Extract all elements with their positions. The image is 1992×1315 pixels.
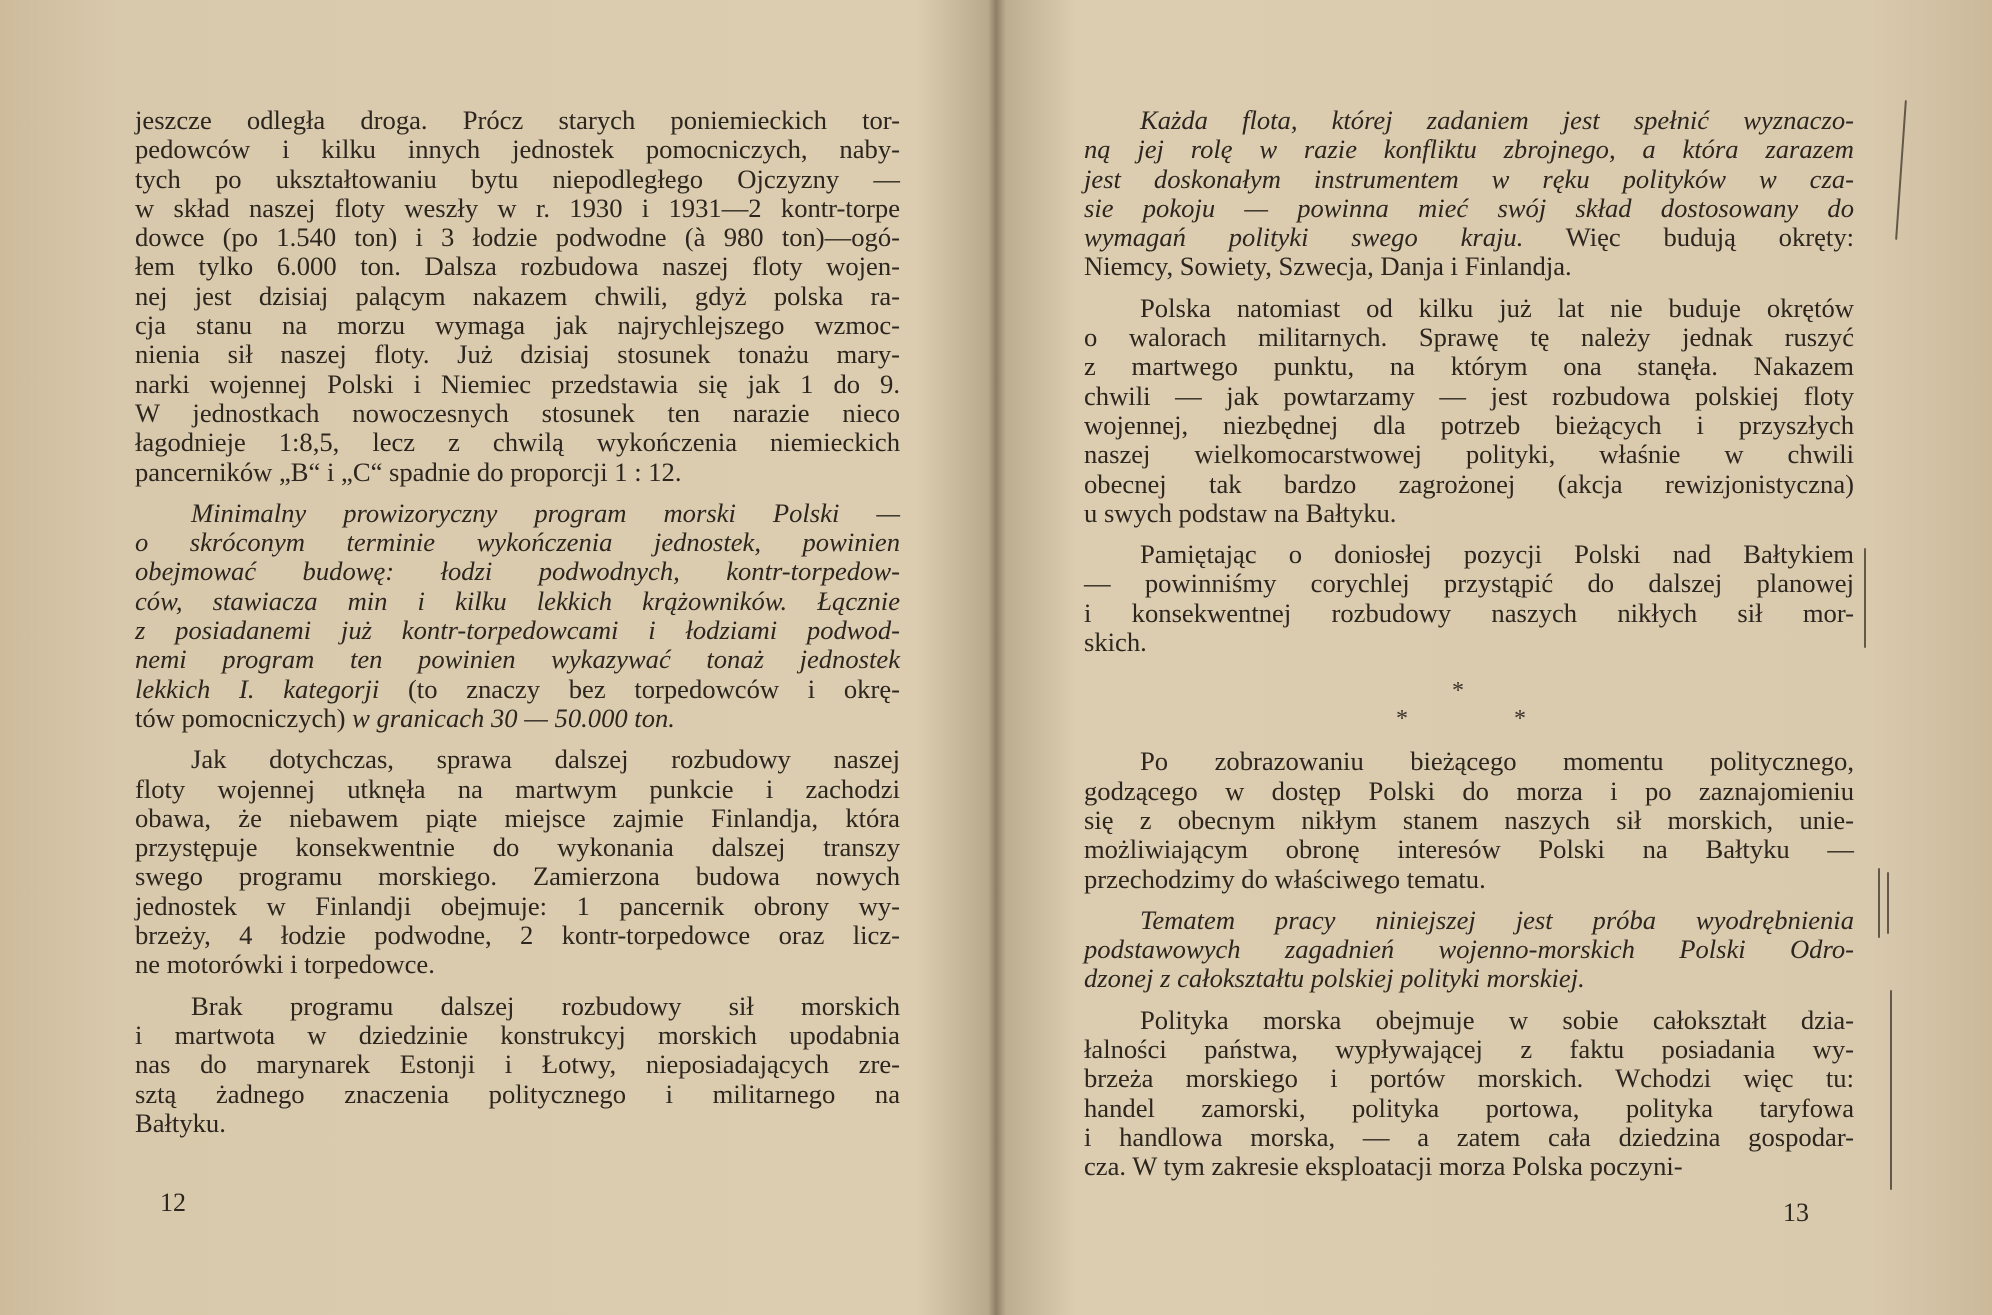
italic-text: Każda flota, której zadaniem jest spełnić wyznaczo- — [1140, 105, 1854, 135]
text-line — [135, 557, 900, 586]
right-page — [998, 0, 1992, 1315]
text-line — [1084, 599, 1854, 628]
pencil-margin-mark — [1895, 100, 1907, 240]
text-line — [135, 458, 900, 487]
text-span: tów pomocniczych) — [135, 702, 353, 733]
text-span: chwili — jak powtarzamy — jest rozbudowa polskiej floty — [1084, 380, 1854, 411]
text-span: narki wojennej Polski i Niemiec przedstawia się jak 1 do 9. — [135, 368, 900, 399]
text-line — [1084, 1152, 1854, 1181]
text-span: obecnej tak bardzo zagrożonej (akcja rewizjonistyczna) — [1084, 468, 1854, 499]
italic-text: dzonej z całokształtu polskiej polityki morskiej. — [1084, 963, 1585, 994]
text-span: nienia sił naszej floty. Już dzisiaj stosunek tonażu mary- — [135, 339, 900, 370]
text-line — [135, 399, 900, 428]
italic-text: ców, stawiacza min i kilku lekkich krążowników. Łącznie — [135, 585, 900, 616]
text-line — [1084, 865, 1854, 894]
text-span: Więc budują okręty: — [1523, 222, 1855, 253]
text-line — [135, 1050, 900, 1079]
paragraph — [1084, 540, 1854, 657]
text-span: godzącego w dostęp Polski do morza i po zaznajomieniu — [1084, 775, 1854, 806]
pencil-margin-mark — [1890, 990, 1892, 1190]
text-span: łalności państwa, wypływającej z faktu posiadania wy- — [1084, 1034, 1854, 1065]
text-span: brzeża morskiego i portów morskich. Wchodzi więc tu: — [1084, 1063, 1854, 1094]
paragraph — [1084, 1006, 1854, 1182]
text-span: łagodnieje 1:8,5, lecz z chwilą wykończenia niemieckich — [135, 427, 900, 458]
text-line — [1084, 1094, 1854, 1123]
text-span: i konsekwentnej rozbudowy naszych nikłych sił mor- — [1084, 597, 1854, 628]
italic-text: Tematem pracy niniejszej jest próba wyodrębnienia — [1140, 904, 1854, 935]
text-line — [135, 499, 900, 528]
text-span: ne motorówki i torpedowce. — [135, 949, 435, 980]
text-line — [135, 775, 900, 804]
text-line — [135, 1109, 900, 1138]
text-line — [135, 165, 900, 194]
text-span: łem tylko 6.000 ton. Dalsza rozbudowa naszej floty wojen- — [135, 251, 900, 282]
text-span: Polska natomiast od kilku już lat nie buduje okrętów — [1140, 292, 1854, 323]
divider-star: * — [1396, 706, 1408, 733]
text-span: Bałtyku. — [135, 1107, 226, 1138]
text-span: Brak programu dalszej rozbudowy sił morskich — [191, 990, 900, 1021]
text-span: — powinniśmy corychlej przystąpić do dalszej planowej — [1084, 568, 1854, 599]
text-span: floty wojennej utknęła na martwym punkcie i zachodzi — [135, 773, 900, 804]
text-line — [135, 862, 900, 891]
text-span: u swych podstaw na Bałtyku. — [1084, 497, 1397, 528]
text-span: tych po ukształtowaniu bytu niepodległego Ojczyzny — — [135, 163, 900, 194]
text-line — [1084, 1035, 1854, 1064]
text-span: wojennej, niezbędnej dla potrzeb bieżących i przyszłych — [1084, 409, 1854, 440]
text-span: skich. — [1084, 627, 1147, 658]
text-line — [135, 282, 900, 311]
text-span: i handlowa morska, — a zatem cała dziedzina gospodar- — [1084, 1121, 1854, 1152]
italic-text: z posiadanemi już kontr-torpedowcami i łodziami podwod- — [135, 615, 900, 646]
text-line — [135, 616, 900, 645]
text-span: możliwiającym obronę interesów Polski na Bałtyku — — [1084, 834, 1854, 865]
text-line — [135, 340, 900, 369]
text-span: z martwego punktu, na którym ona stanęła. Nakazem — [1084, 351, 1854, 382]
text-span: pedowców i kilku innych jednostek pomocniczych, naby- — [135, 134, 900, 165]
text-line — [1084, 747, 1854, 776]
text-line — [1084, 1006, 1854, 1035]
right-page-body — [1084, 106, 1854, 1194]
text-line — [1084, 135, 1854, 164]
paragraph — [1084, 294, 1854, 528]
text-span: swego programu morskiego. Zamierzona budowa nowych — [135, 861, 900, 892]
text-line — [135, 252, 900, 281]
text-line — [135, 921, 900, 950]
divider-star: * — [1514, 706, 1526, 733]
text-line — [1084, 440, 1854, 469]
text-line — [135, 135, 900, 164]
italic-text: ną jej rolę w razie konfliktu zbrojnego, a która zarazem — [1084, 134, 1854, 165]
text-span: cza. W tym zakresie eksploatacji morza Polska poczyni- — [1084, 1151, 1683, 1182]
text-span: handel zamorski, polityka portowa, polityka taryfowa — [1084, 1092, 1854, 1123]
text-line — [1084, 323, 1854, 352]
section-divider-stars — [1084, 669, 1854, 741]
text-span: naszej wielkomocarstwowej polityki, właśnie w chwili — [1084, 439, 1854, 470]
text-line — [1084, 777, 1854, 806]
text-line — [135, 223, 900, 252]
text-span: Po zobrazowaniu bieżącego momentu politycznego, — [1140, 746, 1854, 777]
text-line — [135, 833, 900, 862]
text-span: i martwota w dziedzinie konstrukcyj morskich upodabnia — [135, 1019, 900, 1050]
text-span: się z obecnym nikłym stanem naszych sił morskich, unie- — [1084, 804, 1854, 835]
text-line — [1084, 106, 1854, 135]
text-line — [1084, 223, 1854, 252]
italic-text: obejmować budowę: łodzi podwodnych, kontr-torpedow- — [135, 556, 900, 587]
text-line — [135, 428, 900, 457]
text-line — [135, 992, 900, 1021]
text-span: nej jest dzisiaj palącym nakazem chwili, gdyż polska ra- — [135, 280, 900, 311]
text-line — [135, 892, 900, 921]
divider-star: * — [1452, 678, 1464, 705]
text-line — [135, 1080, 900, 1109]
text-line — [1084, 540, 1854, 569]
text-line — [135, 528, 900, 557]
text-line — [135, 675, 900, 704]
text-line — [1084, 1064, 1854, 1093]
text-span: pancerników „B“ i „C“ spadnie do proporcji 1 : 12. — [135, 456, 682, 487]
text-line — [135, 106, 900, 135]
text-line — [135, 587, 900, 616]
text-line — [1084, 382, 1854, 411]
paragraph — [1084, 747, 1854, 893]
paragraph — [1084, 906, 1854, 994]
page-number-left: 12 — [160, 1188, 186, 1217]
text-span: jednostek w Finlandji obejmuje: 1 pancernik obrony wy- — [135, 890, 900, 921]
text-span: jeszcze odległa droga. Prócz starych poniemieckich tor- — [135, 105, 900, 135]
text-line — [1084, 252, 1854, 281]
left-page-body — [135, 106, 900, 1150]
text-line — [135, 804, 900, 833]
italic-text: podstawowych zagadnień wojenno-morskich Polski Odro- — [1084, 934, 1854, 965]
italic-text: w granicach 30 — 50.000 ton. — [352, 702, 675, 733]
italic-text: sie pokoju — powinna mieć swój skład dostosowany do — [1084, 192, 1854, 223]
text-line — [135, 194, 900, 223]
text-line — [135, 704, 900, 733]
pencil-margin-mark — [1878, 868, 1880, 938]
italic-text: jest doskonałym instrumentem w ręku polityków w cza- — [1084, 163, 1854, 194]
text-line — [1084, 906, 1854, 935]
text-line — [1084, 165, 1854, 194]
italic-text: nemi program ten powinien wykazywać tonaż jednostek — [135, 644, 900, 675]
text-line — [1084, 194, 1854, 223]
paragraph — [1084, 106, 1854, 282]
text-line — [135, 311, 900, 340]
text-span: brzeży, 4 łodzie podwodne, 2 kontr-torpedowce oraz licz- — [135, 920, 900, 951]
text-span: nas do marynarek Estonji i Łotwy, nieposiadających zre- — [135, 1049, 900, 1080]
text-line — [1084, 569, 1854, 598]
text-line — [135, 1021, 900, 1050]
text-line — [1084, 294, 1854, 323]
text-span: obawa, że niebawem piąte miejsce zajmie Finlandja, która — [135, 802, 900, 833]
text-line — [1084, 935, 1854, 964]
text-line — [1084, 470, 1854, 499]
text-span: dowce (po 1.540 ton) i 3 łodzie podwodne (à 980 ton)—ogó- — [135, 222, 900, 253]
paragraph — [135, 992, 900, 1138]
paragraph — [135, 745, 900, 979]
page-number-right: 13 — [1783, 1198, 1809, 1227]
text-line — [1084, 806, 1854, 835]
text-span: przystępuje konsekwentnie do wykonania dalszej transzy — [135, 832, 900, 863]
text-span: sztą żadnego znaczenia politycznego i militarnego na — [135, 1078, 900, 1109]
text-line — [1084, 835, 1854, 864]
text-line — [135, 645, 900, 674]
text-span: przechodzimy do właściwego tematu. — [1084, 863, 1486, 894]
text-span: Pamiętając o doniosłej pozycji Polski nad Bałtykiem — [1140, 539, 1854, 570]
text-span: W jednostkach nowoczesnych stosunek ten narazie nieco — [135, 397, 900, 428]
text-span: w skład naszej floty weszły w r. 1930 i 1931—2 kontr-torpe — [135, 192, 900, 223]
text-line — [1084, 628, 1854, 657]
text-span: Polityka morska obejmuje w sobie całokształt dzia- — [1140, 1004, 1854, 1035]
text-span: cja stanu na morzu wymaga jak najrychlejszego wzmoc- — [135, 310, 900, 341]
italic-text: o skróconym terminie wykończenia jednostek, powinien — [135, 527, 900, 558]
text-line — [1084, 1123, 1854, 1152]
text-span: Jak dotychczas, sprawa dalszej rozbudowy naszej — [191, 744, 900, 775]
text-line — [135, 745, 900, 774]
text-line — [1084, 964, 1854, 993]
paragraph — [135, 499, 900, 733]
text-line — [1084, 499, 1854, 528]
text-line — [1084, 411, 1854, 440]
paragraph — [135, 106, 900, 487]
italic-text: lekkich I. kategorji — [135, 673, 380, 704]
pencil-margin-mark — [1887, 872, 1889, 934]
left-page — [0, 0, 994, 1315]
text-span: (to znaczy bez torpedowców i okrę- — [379, 673, 900, 704]
text-line — [135, 950, 900, 979]
pencil-margin-mark — [1864, 548, 1866, 648]
text-line — [1084, 352, 1854, 381]
text-span: o walorach militarnych. Sprawę tę należy jednak ruszyć — [1084, 322, 1854, 353]
italic-text: Minimalny prowizoryczny program morski Polski — — [191, 497, 900, 528]
italic-text: wymagań polityki swego kraju. — [1084, 222, 1524, 253]
text-line — [135, 370, 900, 399]
text-span: Niemcy, Sowiety, Szwecja, Danja i Finlandja. — [1084, 251, 1572, 282]
